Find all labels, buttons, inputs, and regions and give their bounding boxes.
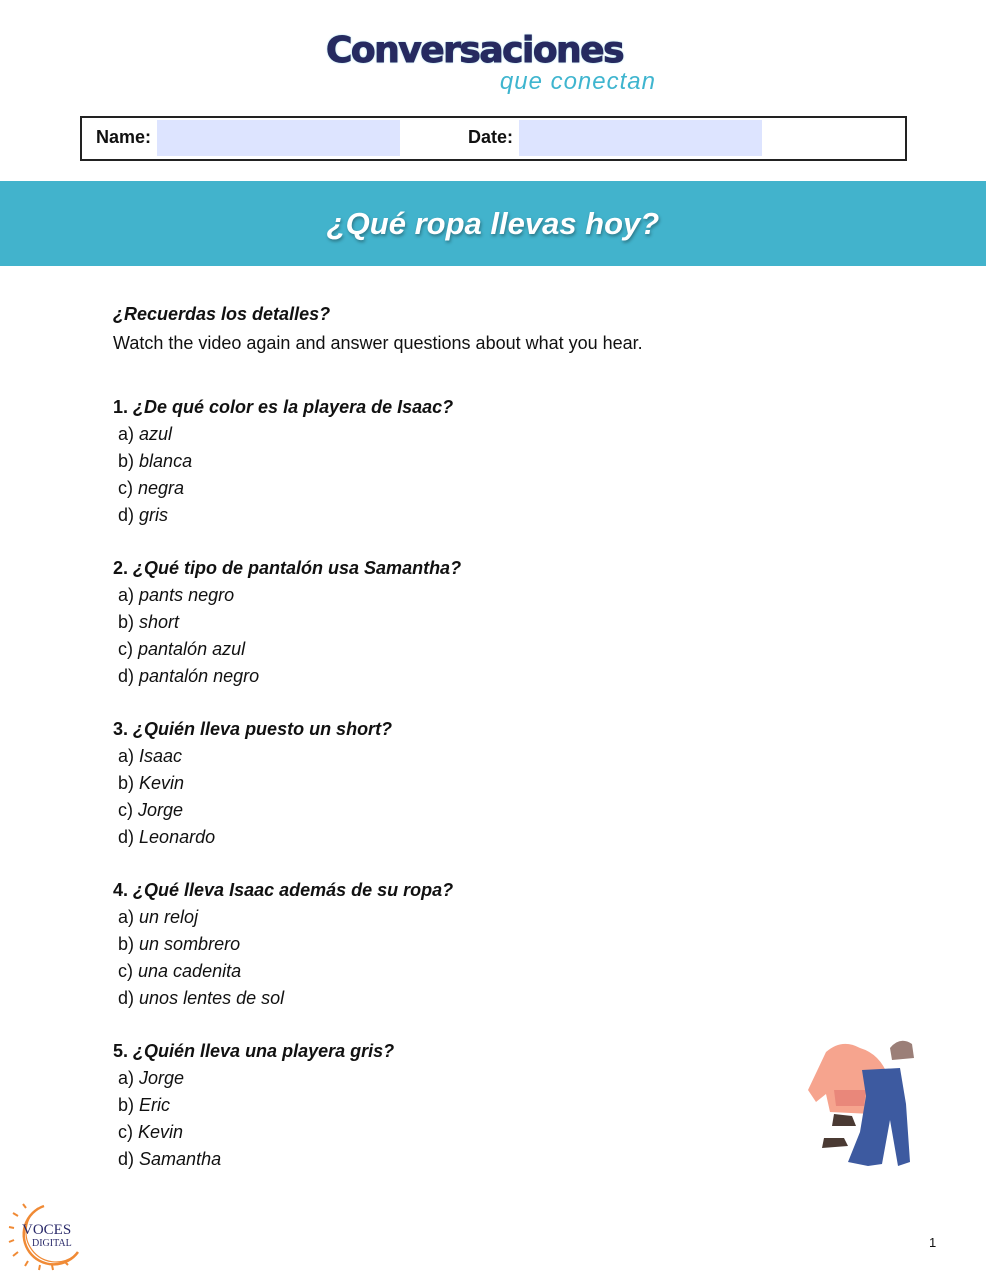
logo-subtitle: que conectan — [499, 68, 656, 95]
page-number: 1 — [929, 1235, 937, 1250]
question-heading — [113, 1038, 813, 1065]
question-text: ¿Quién lleva una playera gris? — [133, 1041, 395, 1061]
question — [113, 716, 813, 851]
option-letter: a) — [118, 585, 135, 605]
option-text: pantalón azul — [138, 639, 246, 659]
option-letter: b) — [118, 773, 135, 793]
option-letter: c) — [118, 800, 133, 820]
answer-option[interactable] — [113, 958, 813, 985]
option-text: pantalón negro — [139, 666, 260, 686]
answer-option[interactable] — [113, 1119, 813, 1146]
option-letter: c) — [118, 961, 133, 981]
option-letter: a) — [118, 1068, 135, 1088]
answer-option[interactable] — [113, 985, 813, 1012]
option-letter: c) — [118, 1122, 133, 1142]
option-text: Kevin — [138, 1122, 184, 1142]
option-text: Isaac — [139, 746, 183, 766]
option-letter: d) — [118, 988, 135, 1008]
question-number: 1. — [113, 397, 129, 417]
option-text: unos lentes de sol — [139, 988, 285, 1008]
answer-option[interactable] — [113, 1146, 813, 1173]
question-text: ¿De qué color es la playera de Isaac? — [133, 397, 454, 417]
option-letter: a) — [118, 907, 135, 927]
answer-option[interactable] — [113, 663, 813, 690]
answer-option[interactable] — [113, 448, 813, 475]
question-number: 3. — [113, 719, 129, 739]
question — [113, 877, 813, 1012]
option-letter: b) — [118, 1095, 135, 1115]
question-text: ¿Qué tipo de pantalón usa Samantha? — [133, 558, 462, 578]
svg-text:DIGITAL: DIGITAL — [32, 1238, 72, 1249]
svg-text:VOCES: VOCES — [22, 1222, 72, 1238]
question-number: 2. — [113, 558, 129, 578]
option-text: Jorge — [138, 800, 184, 820]
option-text: Eric — [139, 1095, 171, 1115]
intro-text: Watch the video again and answer questions about what you hear. — [113, 333, 643, 353]
question — [113, 394, 813, 529]
answer-option[interactable] — [113, 770, 813, 797]
answer-option[interactable] — [113, 475, 813, 502]
name-field[interactable] — [157, 120, 400, 156]
answer-option[interactable] — [113, 743, 813, 770]
option-letter: a) — [118, 424, 135, 444]
option-text: pants negro — [139, 585, 235, 605]
page-title: ¿Qué ropa llevas hoy? — [326, 206, 660, 241]
option-text: negra — [138, 478, 185, 498]
answer-option[interactable] — [113, 609, 813, 636]
question-heading — [113, 555, 813, 582]
option-letter: c) — [118, 478, 133, 498]
answer-option[interactable] — [113, 1092, 813, 1119]
clothing-illustration — [800, 1034, 922, 1176]
answer-option[interactable] — [113, 636, 813, 663]
answer-option[interactable] — [113, 797, 813, 824]
question-heading — [113, 716, 813, 743]
option-letter: d) — [118, 666, 135, 686]
option-letter: b) — [118, 934, 135, 954]
option-letter: b) — [118, 451, 135, 471]
option-text: short — [139, 612, 180, 632]
option-letter: c) — [118, 639, 133, 659]
voces-digital-logo — [8, 1200, 88, 1272]
option-letter: a) — [118, 746, 135, 766]
answer-option[interactable] — [113, 582, 813, 609]
option-text: Samantha — [139, 1149, 222, 1169]
option-text: blanca — [139, 451, 193, 471]
answer-option[interactable] — [113, 931, 813, 958]
name-date-box — [80, 116, 907, 161]
date-field[interactable] — [519, 120, 762, 156]
answer-option[interactable] — [113, 502, 813, 529]
answer-option[interactable] — [113, 421, 813, 448]
title-banner — [0, 181, 986, 266]
question-number: 4. — [113, 880, 129, 900]
option-letter: d) — [118, 827, 135, 847]
answer-option[interactable] — [113, 1065, 813, 1092]
worksheet-content — [113, 302, 813, 1173]
name-label: Name: — [96, 127, 152, 147]
option-text: azul — [139, 424, 173, 444]
option-text: Jorge — [139, 1068, 185, 1088]
option-text: gris — [139, 505, 169, 525]
option-letter: d) — [118, 505, 135, 525]
question-number: 5. — [113, 1041, 129, 1061]
question — [113, 1038, 813, 1173]
beanie-icon — [890, 1041, 914, 1060]
option-letter: b) — [118, 612, 135, 632]
question-text: ¿Qué lleva Isaac además de su ropa? — [133, 880, 454, 900]
question-text: ¿Quién lleva puesto un short? — [133, 719, 393, 739]
intro-heading: ¿Recuerdas los detalles? — [113, 304, 331, 324]
option-text: un reloj — [139, 907, 199, 927]
option-text: Leonardo — [139, 827, 216, 847]
shoe-icon — [832, 1114, 856, 1126]
option-text: un sombrero — [139, 934, 241, 954]
date-label: Date: — [468, 127, 514, 147]
option-text: Kevin — [139, 773, 185, 793]
option-letter: d) — [118, 1149, 135, 1169]
logo-title: Conversaciones — [326, 30, 624, 71]
shoe-icon — [822, 1138, 848, 1148]
question-heading — [113, 877, 813, 904]
answer-option[interactable] — [113, 824, 813, 851]
conversaciones-logo — [326, 30, 662, 96]
option-text: una cadenita — [138, 961, 242, 981]
question — [113, 555, 813, 690]
answer-option[interactable] — [113, 904, 813, 931]
question-heading — [113, 394, 813, 421]
